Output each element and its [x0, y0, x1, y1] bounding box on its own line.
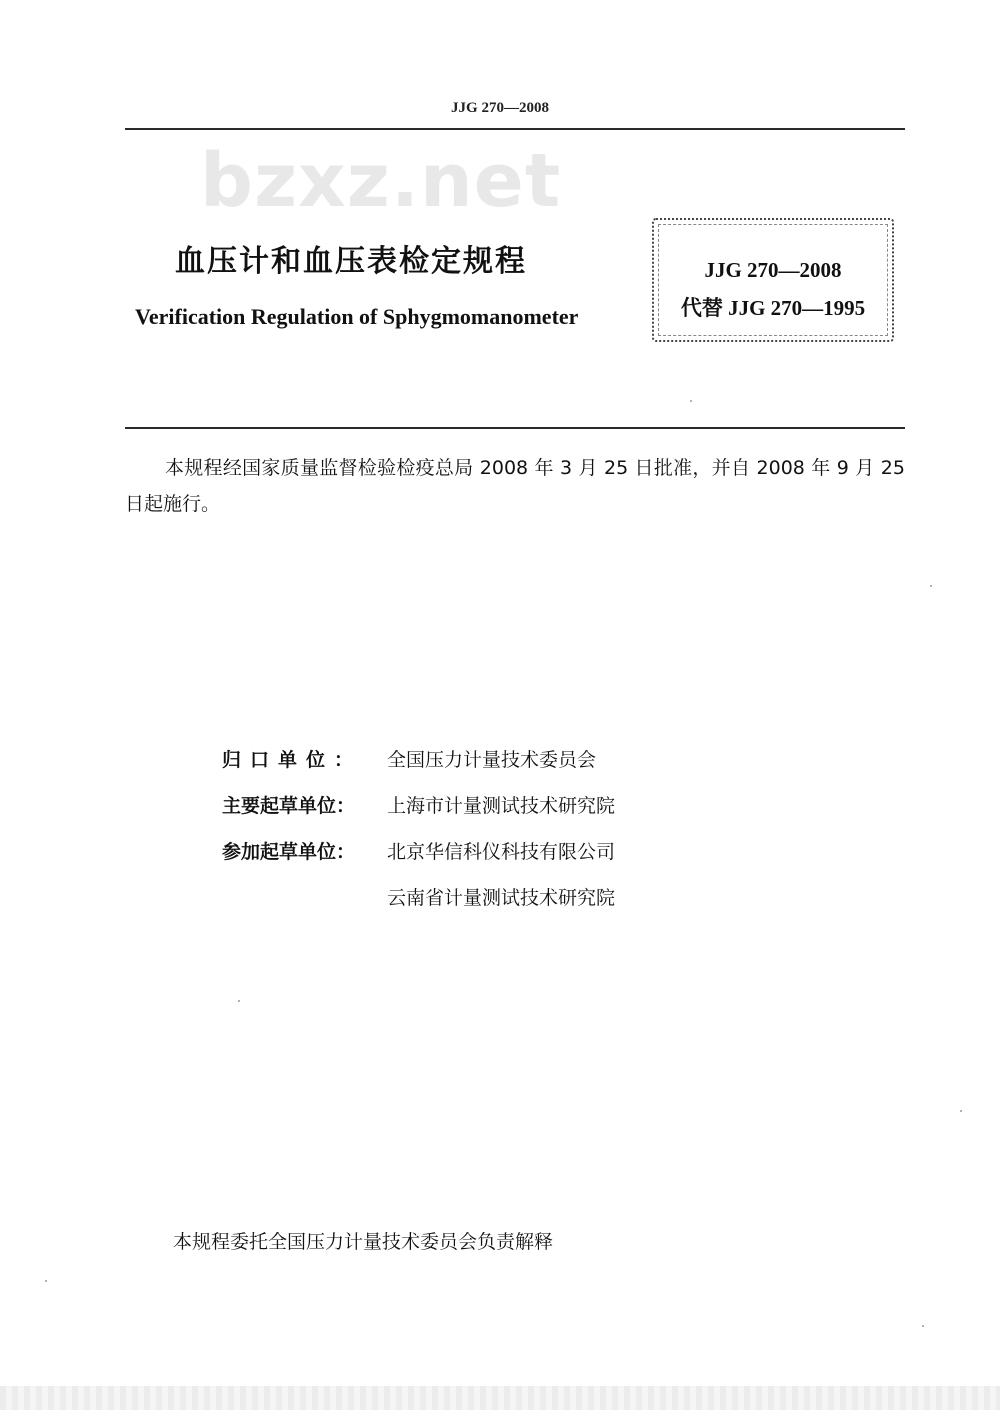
- scan-bottom-edge: [0, 1386, 1000, 1410]
- org-label-participating: 参加起草单位：: [222, 840, 356, 863]
- org-value-participating-1: 北京华信科仪科技有限公司: [387, 840, 616, 863]
- approval-statement: 本规程经国家质量监督检验检疫总局 2008 年 3 月 25 日批准，并自 2008 年 9 月 25 日起施行。: [125, 457, 905, 515]
- document-title-chinese: 血压计和血压表检定规程: [175, 244, 527, 279]
- scan-speck: [922, 1325, 924, 1327]
- org-value-main-drafting: 上海市计量测试技术研究院: [387, 794, 616, 817]
- standard-code-box: [652, 218, 894, 342]
- org-value-responsible: 全国压力计量技术委员会: [387, 748, 597, 771]
- interpretation-note: 本规程委托全国压力计量技术委员会负责解释: [173, 1231, 554, 1253]
- org-row-main-drafting: [222, 781, 615, 827]
- organizations-list: [222, 735, 615, 919]
- middle-rule-divider: [125, 427, 905, 429]
- header-standard-code: JJG 270—2008: [451, 100, 549, 116]
- org-label-main-drafting: 主要起草单位：: [222, 794, 356, 817]
- org-row-responsible: [222, 735, 615, 781]
- org-value-participating-2: 云南省计量测试技术研究院: [387, 886, 616, 909]
- document-title-english: Verification Regulation of Sphygmomanometer: [135, 304, 579, 329]
- scan-speck: [960, 1110, 962, 1112]
- watermark-logo: bzxz.net: [200, 138, 562, 224]
- scan-speck: [45, 1280, 47, 1282]
- scan-speck: [690, 400, 692, 402]
- org-row-participating-continued: [222, 873, 615, 919]
- replaced-standard-code: 代替 JJG 270—1995: [680, 296, 866, 320]
- top-rule-divider: [125, 128, 905, 130]
- standard-code: JJG 270—2008: [704, 258, 842, 282]
- scan-speck: [930, 585, 932, 587]
- scan-speck: [238, 1000, 240, 1002]
- org-label-responsible: 归口单位：: [222, 748, 363, 771]
- org-row-participating: [222, 827, 615, 873]
